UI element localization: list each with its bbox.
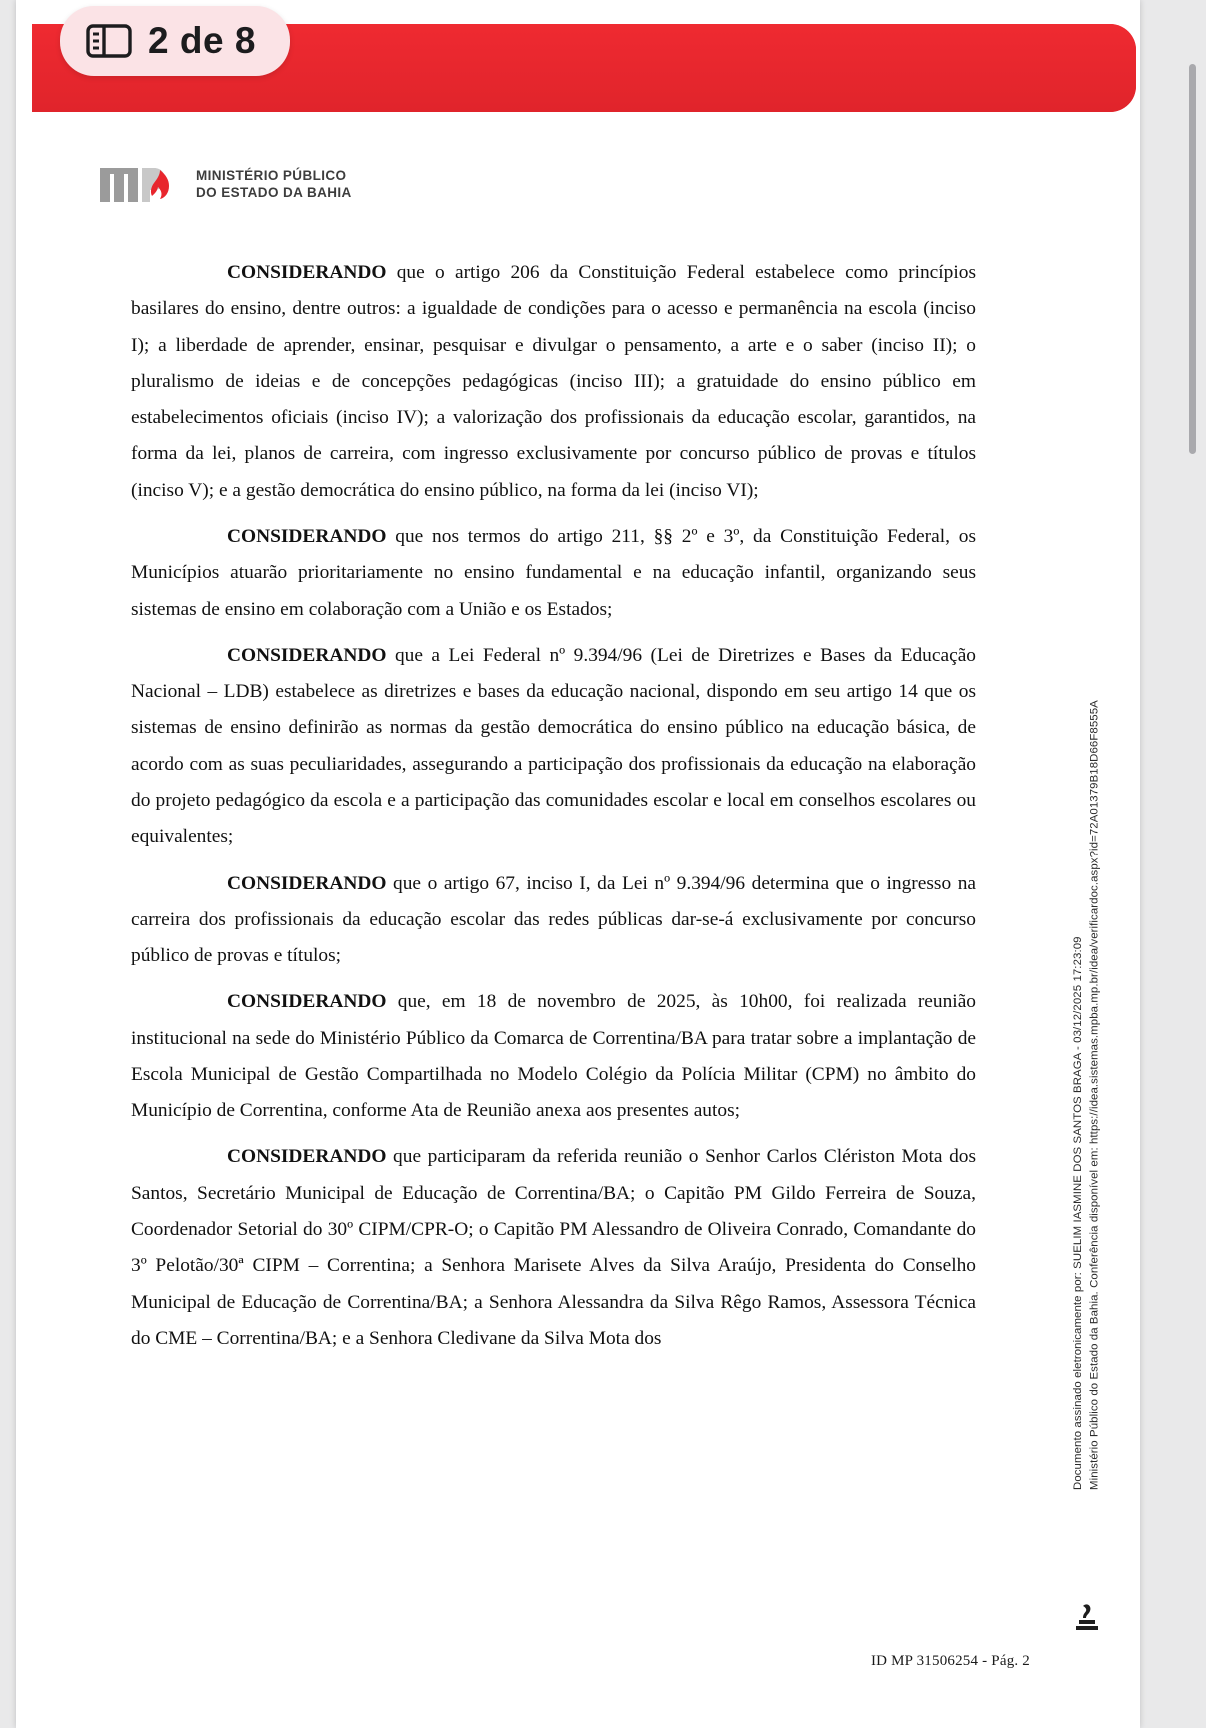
scrollbar-track[interactable] <box>1193 0 1201 1728</box>
paragraph-text: que participaram da referida reunião o Senhor Carlos Clériston Mota dos Santos, Secretário Municipal de Educação de Correntina/BA; o Capitão PM Gildo Ferreira de Souza, Coordenador Setorial do 30º CIPM/CPR-O; o Capitão PM Alessandro de Oliveira Conrado, Comandante do 3º Pelotão/30ª CIPM – Correntina; a Senhora Marisete Alves da Silva Araújo, Presidenta do Conselho Municipal de Educação de Correntina/BA; a Senhora Alessandra da Silva Rêgo Ramos, Assessora Técnica do CME – Correntina/BA; e a Senhora Cledivane da Silva Mota dos <box>131 1146 976 1349</box>
pages-icon <box>86 22 132 60</box>
paragraph <box>131 638 976 856</box>
paragraph-lead: CONSIDERANDO <box>227 872 387 894</box>
paragraph-lead: CONSIDERANDO <box>227 991 387 1013</box>
page-indicator[interactable] <box>60 6 290 76</box>
paragraph <box>131 984 976 1129</box>
paragraph-lead: CONSIDERANDO <box>227 644 387 666</box>
signature-line-1: Documento assinado eletronicamente por: SUELIM IASMINE DOS SANTOS BRAGA - 03/12/2025 17:23:09 <box>1072 936 1084 1490</box>
document-page <box>16 0 1140 1728</box>
paragraph <box>131 866 976 975</box>
paragraph-lead: CONSIDERANDO <box>227 262 387 283</box>
paragraph-lead: CONSIDERANDO <box>227 1146 387 1168</box>
signature-verification-strip <box>1070 480 1104 1490</box>
mp-logo-text <box>196 168 352 202</box>
document-body <box>131 255 976 1367</box>
page-indicator-label: 2 de 8 <box>148 20 256 61</box>
paragraph <box>131 255 976 509</box>
mp-logo-line1: MINISTÉRIO PÚBLICO <box>196 168 347 184</box>
signature-stamp-icon <box>1070 1600 1104 1636</box>
paragraph-lead: CONSIDERANDO <box>227 525 387 547</box>
paragraph-text: que o artigo 206 da Constituição Federal estabelece como princípios basilares do ensino, dentre outros: a igualdade de condições para o acesso e permanência na escola (inciso I); a liberdade de aprender, ensinar, pesquisar e divulgar o pensamento, a arte e o saber (inciso II); o pluralismo de ideias e de concepções pedagógicas (inciso III); a gratuidade do ensino público em estabelecimentos oficiais (inciso IV); a valorização dos profissionais da educação escolar, garantidos, na forma da lei, planos de carreira, com ingresso exclusivamente por concurso público de provas e títulos (inciso V); e a gestão democrática do ensino público, na forma da lei (inciso VI); <box>131 262 976 501</box>
paragraph-text: que o artigo 67, inciso I, da Lei nº 9.394/96 determina que o ingresso na carreira dos profissionais da educação escolar das redes públicas dar-se-á exclusivamente por concurso público de provas e títulos; <box>131 872 976 967</box>
paragraph <box>131 519 976 628</box>
paragraph-text: que nos termos do artigo 211, §§ 2º e 3º, da Constituição Federal, os Municípios atuarão prioritariamente no ensino fundamental e na educação infantil, organizando seus sistemas de ensino em colaboração com a União e os Estados; <box>131 525 976 620</box>
mp-logo-line2: DO ESTADO DA BAHIA <box>196 185 352 200</box>
mp-logo <box>98 162 352 208</box>
paragraph <box>131 1139 976 1357</box>
paragraph-text: que, em 18 de novembro de 2025, às 10h00, foi realizada reunião institucional na sede do Ministério Público da Comarca de Correntina/BA para tratar sobre a implantação de Escola Municipal de Gestão Compartilhada no Modelo Colégio da Polícia Militar (CPM) no âmbito do Município de Correntina, conforme Ata de Reunião anexa aos presentes autos; <box>131 991 976 1122</box>
document-footer-id: ID MP 31506254 - Pág. 2 <box>870 1653 1030 1669</box>
paragraph-text: que a Lei Federal nº 9.394/96 (Lei de Diretrizes e Bases da Educação Nacional – LDB) estabelece as diretrizes e bases da educação nacional, dispondo em seu artigo 14 que os sistemas de ensino definirão as normas da gestão democrática do ensino público na educação básica, de acordo com as suas peculiaridades, assegurando a participação dos profissionais da educação na elaboração do projeto pedagógico da escola e a participação das comunidades escolar e local em conselhos escolares ou equivalentes; <box>131 644 976 848</box>
scrollbar-thumb[interactable] <box>1189 64 1196 454</box>
signature-line-2: Ministério Público do Estado da Bahia. Conferência disponível em: https://idea.sistemas.mpba.mp.br/idea/verificardoc.aspx?id=72A01379B18D66F8555A <box>1088 700 1101 1490</box>
mp-bahia-logo-icon <box>98 162 184 208</box>
